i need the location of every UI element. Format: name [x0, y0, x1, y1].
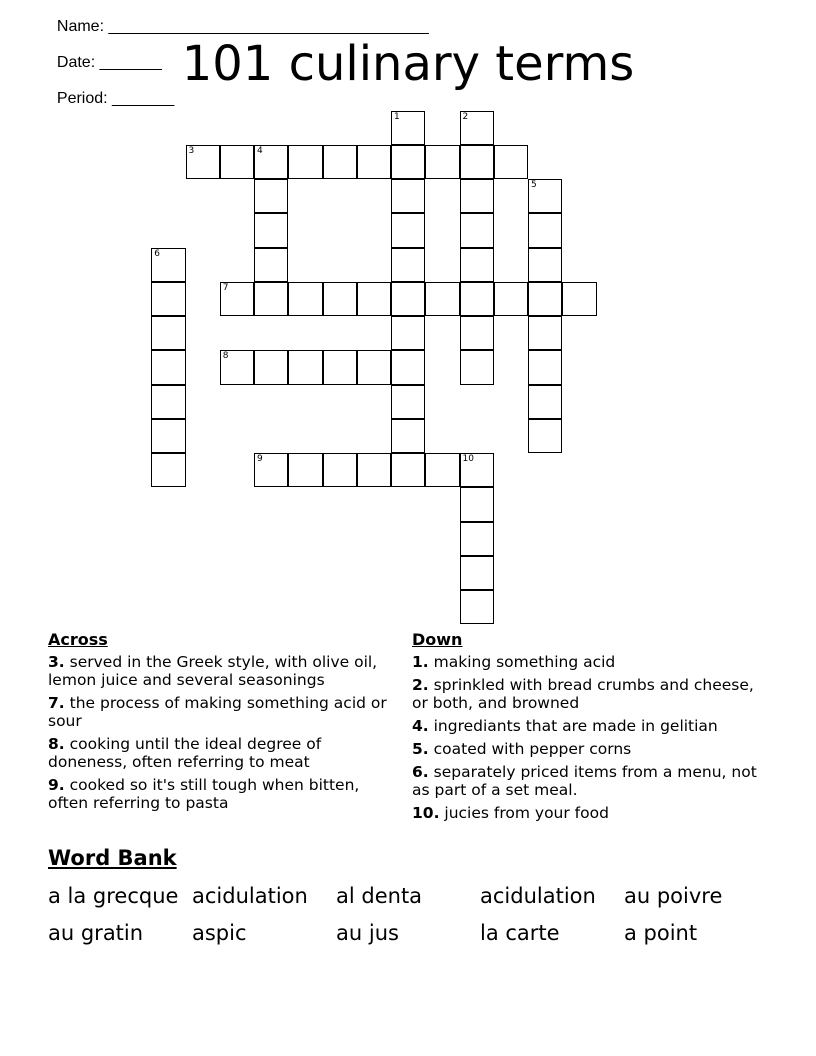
- clue-across-7: 7. the process of making something acid or sour: [48, 694, 387, 730]
- crossword-cell[interactable]: [323, 282, 357, 316]
- crossword-cell[interactable]: [528, 385, 562, 419]
- crossword-cell[interactable]: [254, 350, 288, 384]
- crossword-cell[interactable]: [460, 453, 494, 487]
- crossword-cell[interactable]: [391, 145, 425, 179]
- crossword-cell[interactable]: [425, 453, 459, 487]
- word-bank-item: au jus: [336, 921, 399, 945]
- period-field[interactable]: Period: _______: [56, 90, 175, 107]
- crossword-cell[interactable]: [220, 350, 254, 384]
- crossword-cell[interactable]: [254, 213, 288, 247]
- crossword-cell[interactable]: [391, 385, 425, 419]
- crossword-cell[interactable]: [528, 248, 562, 282]
- crossword-cell[interactable]: [528, 350, 562, 384]
- down-clues: [412, 630, 772, 827]
- clue-down-6: 6. separately priced items from a menu, not as part of a set meal.: [412, 763, 757, 799]
- crossword-cell[interactable]: [528, 213, 562, 247]
- crossword-cell[interactable]: [254, 145, 288, 179]
- across-heading: Across: [48, 630, 108, 649]
- crossword-cell[interactable]: [151, 419, 185, 453]
- crossword-cell[interactable]: [323, 350, 357, 384]
- crossword-cell[interactable]: [460, 350, 494, 384]
- clue-down-5: 5. coated with pepper corns: [412, 740, 632, 758]
- across-clues: [48, 630, 398, 817]
- crossword-cell[interactable]: [186, 145, 220, 179]
- crossword-cell[interactable]: [460, 282, 494, 316]
- crossword-cell[interactable]: [254, 282, 288, 316]
- word-bank-item: al denta: [336, 884, 423, 908]
- crossword-cell[interactable]: [460, 556, 494, 590]
- crossword-cell[interactable]: [391, 453, 425, 487]
- clue-number: 1: [394, 111, 400, 122]
- crossword-cell[interactable]: [460, 248, 494, 282]
- crossword-cell[interactable]: [151, 282, 185, 316]
- clue-down-10: 10. jucies from your food: [412, 804, 609, 822]
- crossword-cell[interactable]: [460, 590, 494, 624]
- clue-across-3: 3. served in the Greek style, with olive oil, lemon juice and several seasonings: [48, 653, 378, 689]
- crossword-cell[interactable]: [391, 419, 425, 453]
- crossword-cell[interactable]: [460, 487, 494, 521]
- clue-number: 2: [462, 111, 469, 122]
- crossword-cell[interactable]: [220, 145, 254, 179]
- clue-across-8: 8. cooking until the ideal degree of doneness, often referring to meat: [48, 735, 322, 771]
- clue-number: 8: [222, 351, 229, 362]
- crossword-cell[interactable]: [288, 350, 322, 384]
- crossword-cell[interactable]: [391, 111, 425, 145]
- crossword-cell[interactable]: [151, 350, 185, 384]
- date-field[interactable]: Date: _______: [56, 54, 162, 71]
- crossword-cell[interactable]: [254, 248, 288, 282]
- crossword-cell[interactable]: [357, 145, 391, 179]
- crossword-cell[interactable]: [151, 385, 185, 419]
- crossword-cell[interactable]: [460, 179, 494, 213]
- word-bank-item: au poivre: [624, 884, 723, 908]
- crossword-cell[interactable]: [151, 248, 185, 282]
- crossword-cell[interactable]: [288, 282, 322, 316]
- crossword-cell[interactable]: [460, 522, 494, 556]
- clue-number: 3: [188, 145, 195, 156]
- crossword-cell[interactable]: [460, 145, 494, 179]
- crossword-cell[interactable]: [494, 282, 528, 316]
- name-field[interactable]: Name: ____________________________________: [56, 18, 429, 35]
- crossword-cell[interactable]: [391, 248, 425, 282]
- crossword-cell[interactable]: [494, 145, 528, 179]
- crossword-cell[interactable]: [528, 179, 562, 213]
- crossword-cell[interactable]: [288, 453, 322, 487]
- clue-number: 7: [222, 282, 229, 293]
- crossword-cell[interactable]: [391, 282, 425, 316]
- crossword-cell[interactable]: [460, 213, 494, 247]
- word-bank-item: acidulation: [192, 884, 308, 908]
- clue-down-2: 2. sprinkled with bread crumbs and cheese, or both, and browned: [412, 676, 754, 712]
- crossword-cell[interactable]: [562, 282, 596, 316]
- word-bank-item: acidulation: [480, 884, 596, 908]
- crossword-cell[interactable]: [323, 453, 357, 487]
- clue-number: 5: [531, 180, 537, 190]
- crossword-cell[interactable]: [391, 350, 425, 384]
- clue-across-9: 9. cooked so it's still tough when bitten, often referring to pasta: [48, 776, 360, 812]
- crossword-cell[interactable]: [357, 453, 391, 487]
- crossword-cell[interactable]: [151, 453, 185, 487]
- clue-down-1: 1. making something acid: [412, 653, 616, 671]
- crossword-cell[interactable]: [391, 213, 425, 247]
- crossword-cell[interactable]: [254, 179, 288, 213]
- crossword-cell[interactable]: [391, 316, 425, 350]
- crossword-cell[interactable]: [425, 282, 459, 316]
- crossword-cell[interactable]: [220, 282, 254, 316]
- crossword-cell[interactable]: [528, 282, 562, 316]
- crossword-cell[interactable]: [357, 350, 391, 384]
- crossword-cell[interactable]: [460, 316, 494, 350]
- crossword-cell[interactable]: [254, 453, 288, 487]
- clue-number: 4: [257, 145, 263, 156]
- crossword-cell[interactable]: [288, 145, 322, 179]
- word-bank-item: aspic: [192, 921, 247, 945]
- crossword-cell[interactable]: [391, 179, 425, 213]
- clue-number: 10: [462, 454, 474, 464]
- page-title: 101 culinary terms: [181, 36, 635, 92]
- down-heading: Down: [412, 630, 463, 649]
- crossword-cell[interactable]: [460, 111, 494, 145]
- crossword-cell[interactable]: [151, 316, 185, 350]
- word-bank-item: au gratin: [48, 921, 144, 945]
- word-bank-item: la carte: [480, 921, 560, 945]
- word-bank-item: a point: [624, 921, 698, 945]
- word-bank-item: a la grecque: [48, 884, 179, 908]
- clue-down-4: 4. ingrediants that are made in gelitian: [412, 717, 718, 735]
- clue-number: 9: [257, 454, 263, 464]
- clue-number: 6: [154, 248, 160, 259]
- crossword-cell[interactable]: [425, 145, 459, 179]
- word-bank-heading: Word Bank: [48, 846, 177, 870]
- crossword-cell[interactable]: [323, 145, 357, 179]
- crossword-cell[interactable]: [528, 316, 562, 350]
- crossword-cell[interactable]: [528, 419, 562, 453]
- crossword-cell[interactable]: [357, 282, 391, 316]
